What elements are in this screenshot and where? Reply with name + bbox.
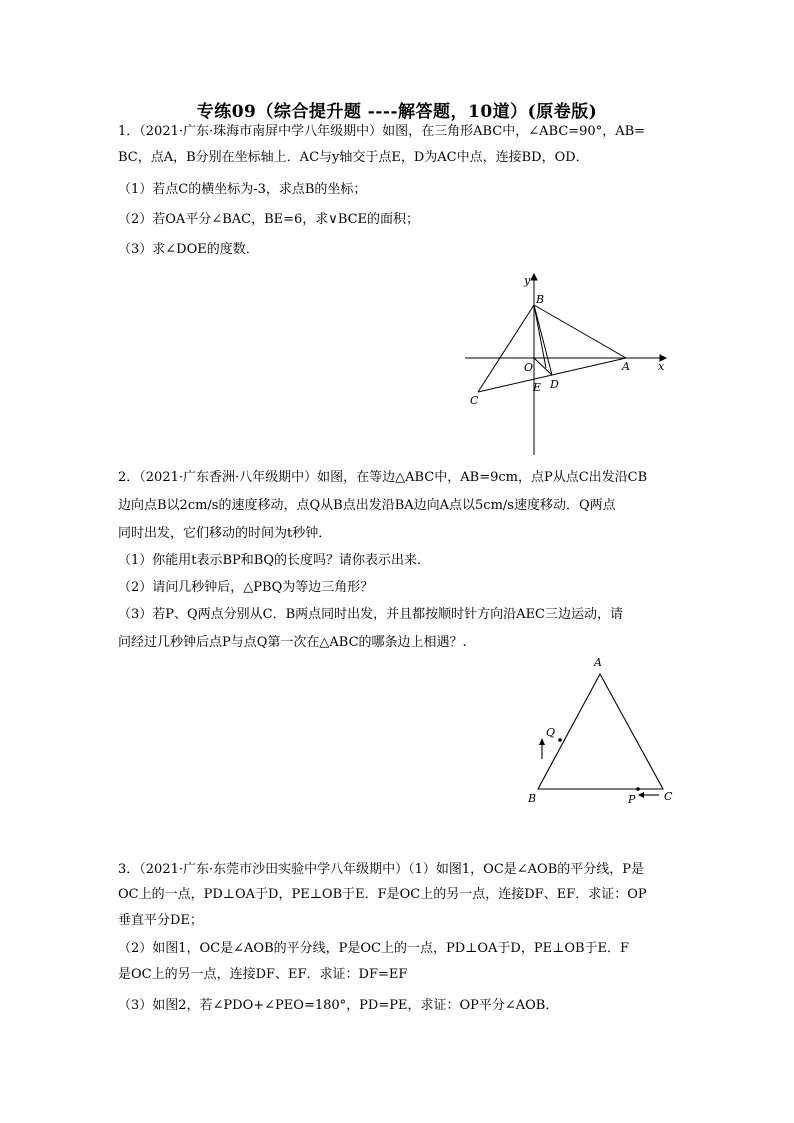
label-b: B bbox=[536, 293, 545, 306]
segment-ab bbox=[534, 305, 626, 358]
segment-bd bbox=[534, 305, 552, 375]
problem2-figure bbox=[520, 652, 690, 812]
problem1-line: 1．（2021·广东·珠海市南屏中学八年级期中）如图，在三角形ABC中，∠ABC=90°，AB= bbox=[118, 124, 646, 139]
problem2-line: 同时出发，它们移动的时间为t秒钟． bbox=[118, 526, 332, 541]
label-p: P bbox=[628, 793, 636, 806]
label-a: A bbox=[622, 360, 630, 373]
problem1-question: （2）若OA平分∠BAC，BE=6，求∨BCE的面积； bbox=[118, 212, 420, 227]
y-axis-arrow bbox=[531, 274, 537, 280]
problem2-question: （2）请问几秒钟后，△PBQ为等边三角形？ bbox=[118, 580, 374, 595]
segment-bc bbox=[478, 305, 534, 392]
label-x: x bbox=[658, 360, 665, 373]
problem3-question: （3）如图2，若∠PDO+∠PEO=180°，PD=PE，求证：OP平分∠AOB． bbox=[118, 998, 559, 1013]
point-p bbox=[636, 787, 640, 791]
point-q bbox=[558, 738, 562, 742]
problem2-line: 边向点B以2cm/s的速度移动，点Q从B点出发沿BA边向A点以5cm/s速度移动．Q两点 bbox=[118, 498, 616, 513]
label-b: B bbox=[528, 792, 537, 805]
problem1-figure bbox=[460, 270, 680, 460]
segment-bd-inner bbox=[534, 305, 546, 368]
problem3-question: 是OC上的另一点，连接DF、EF．求证：DF=EF bbox=[118, 967, 408, 982]
label-q: Q bbox=[546, 726, 556, 739]
triangle-abc bbox=[538, 674, 663, 789]
problem3-question: （2）如图1，OC是∠AOB的平分线，P是OC上的一点，PD⊥OA于D，PE⊥OB于E．F bbox=[118, 941, 630, 956]
label-c: C bbox=[664, 790, 673, 803]
problem2-question: （3）若P、Q两点分别从C．B两点同时出发，并且都按顺时针方向沿AEC三边运动，请 bbox=[118, 607, 624, 622]
label-c: C bbox=[470, 394, 479, 407]
problem1-question: （1）若点C的横坐标为-3，求点B的坐标； bbox=[118, 182, 367, 197]
label-a: A bbox=[594, 656, 602, 669]
label-d: D bbox=[550, 378, 559, 391]
arrow-p-head bbox=[638, 792, 644, 798]
problem3-line: 3．（2021·广东·东莞市沙田实验中学八年级期中）（1）如图1，OC是∠AOB的平分线，P是 bbox=[118, 862, 645, 877]
label-y: y bbox=[524, 274, 531, 287]
arrow-q-head bbox=[539, 738, 545, 745]
label-e: E bbox=[533, 381, 542, 394]
problem1-line: BC，点A，B分别在坐标轴上．AC与y轴交于点E，D为AC中点，连接BD，OD． bbox=[118, 150, 589, 165]
problem1-question: （3）求∠DOE的度数． bbox=[118, 242, 259, 257]
problem2-line: 2．（2021·广东香洲·八年级期中）如图，在等边△ABC中，AB=9cm，点P从点C出发沿CB bbox=[118, 470, 648, 485]
problem3-line: OC上的一点，PD⊥OA于D，PE⊥OB于E．F是OC上的另一点，连接DF、EF．求证：OP bbox=[118, 887, 647, 902]
label-o: O bbox=[524, 361, 534, 374]
problem2-question: （1）你能用t表示BP和BQ的长度吗？请你表示出来． bbox=[118, 553, 431, 568]
page-title: 专练09（综合提升题 ----解答题，10道）(原卷版) bbox=[196, 102, 598, 122]
problem2-question: 问经过几秒钟后点P与点Q第一次在△ABC的哪条边上相遇？. bbox=[118, 635, 467, 650]
problem3-line: 垂直平分DE； bbox=[118, 913, 203, 928]
